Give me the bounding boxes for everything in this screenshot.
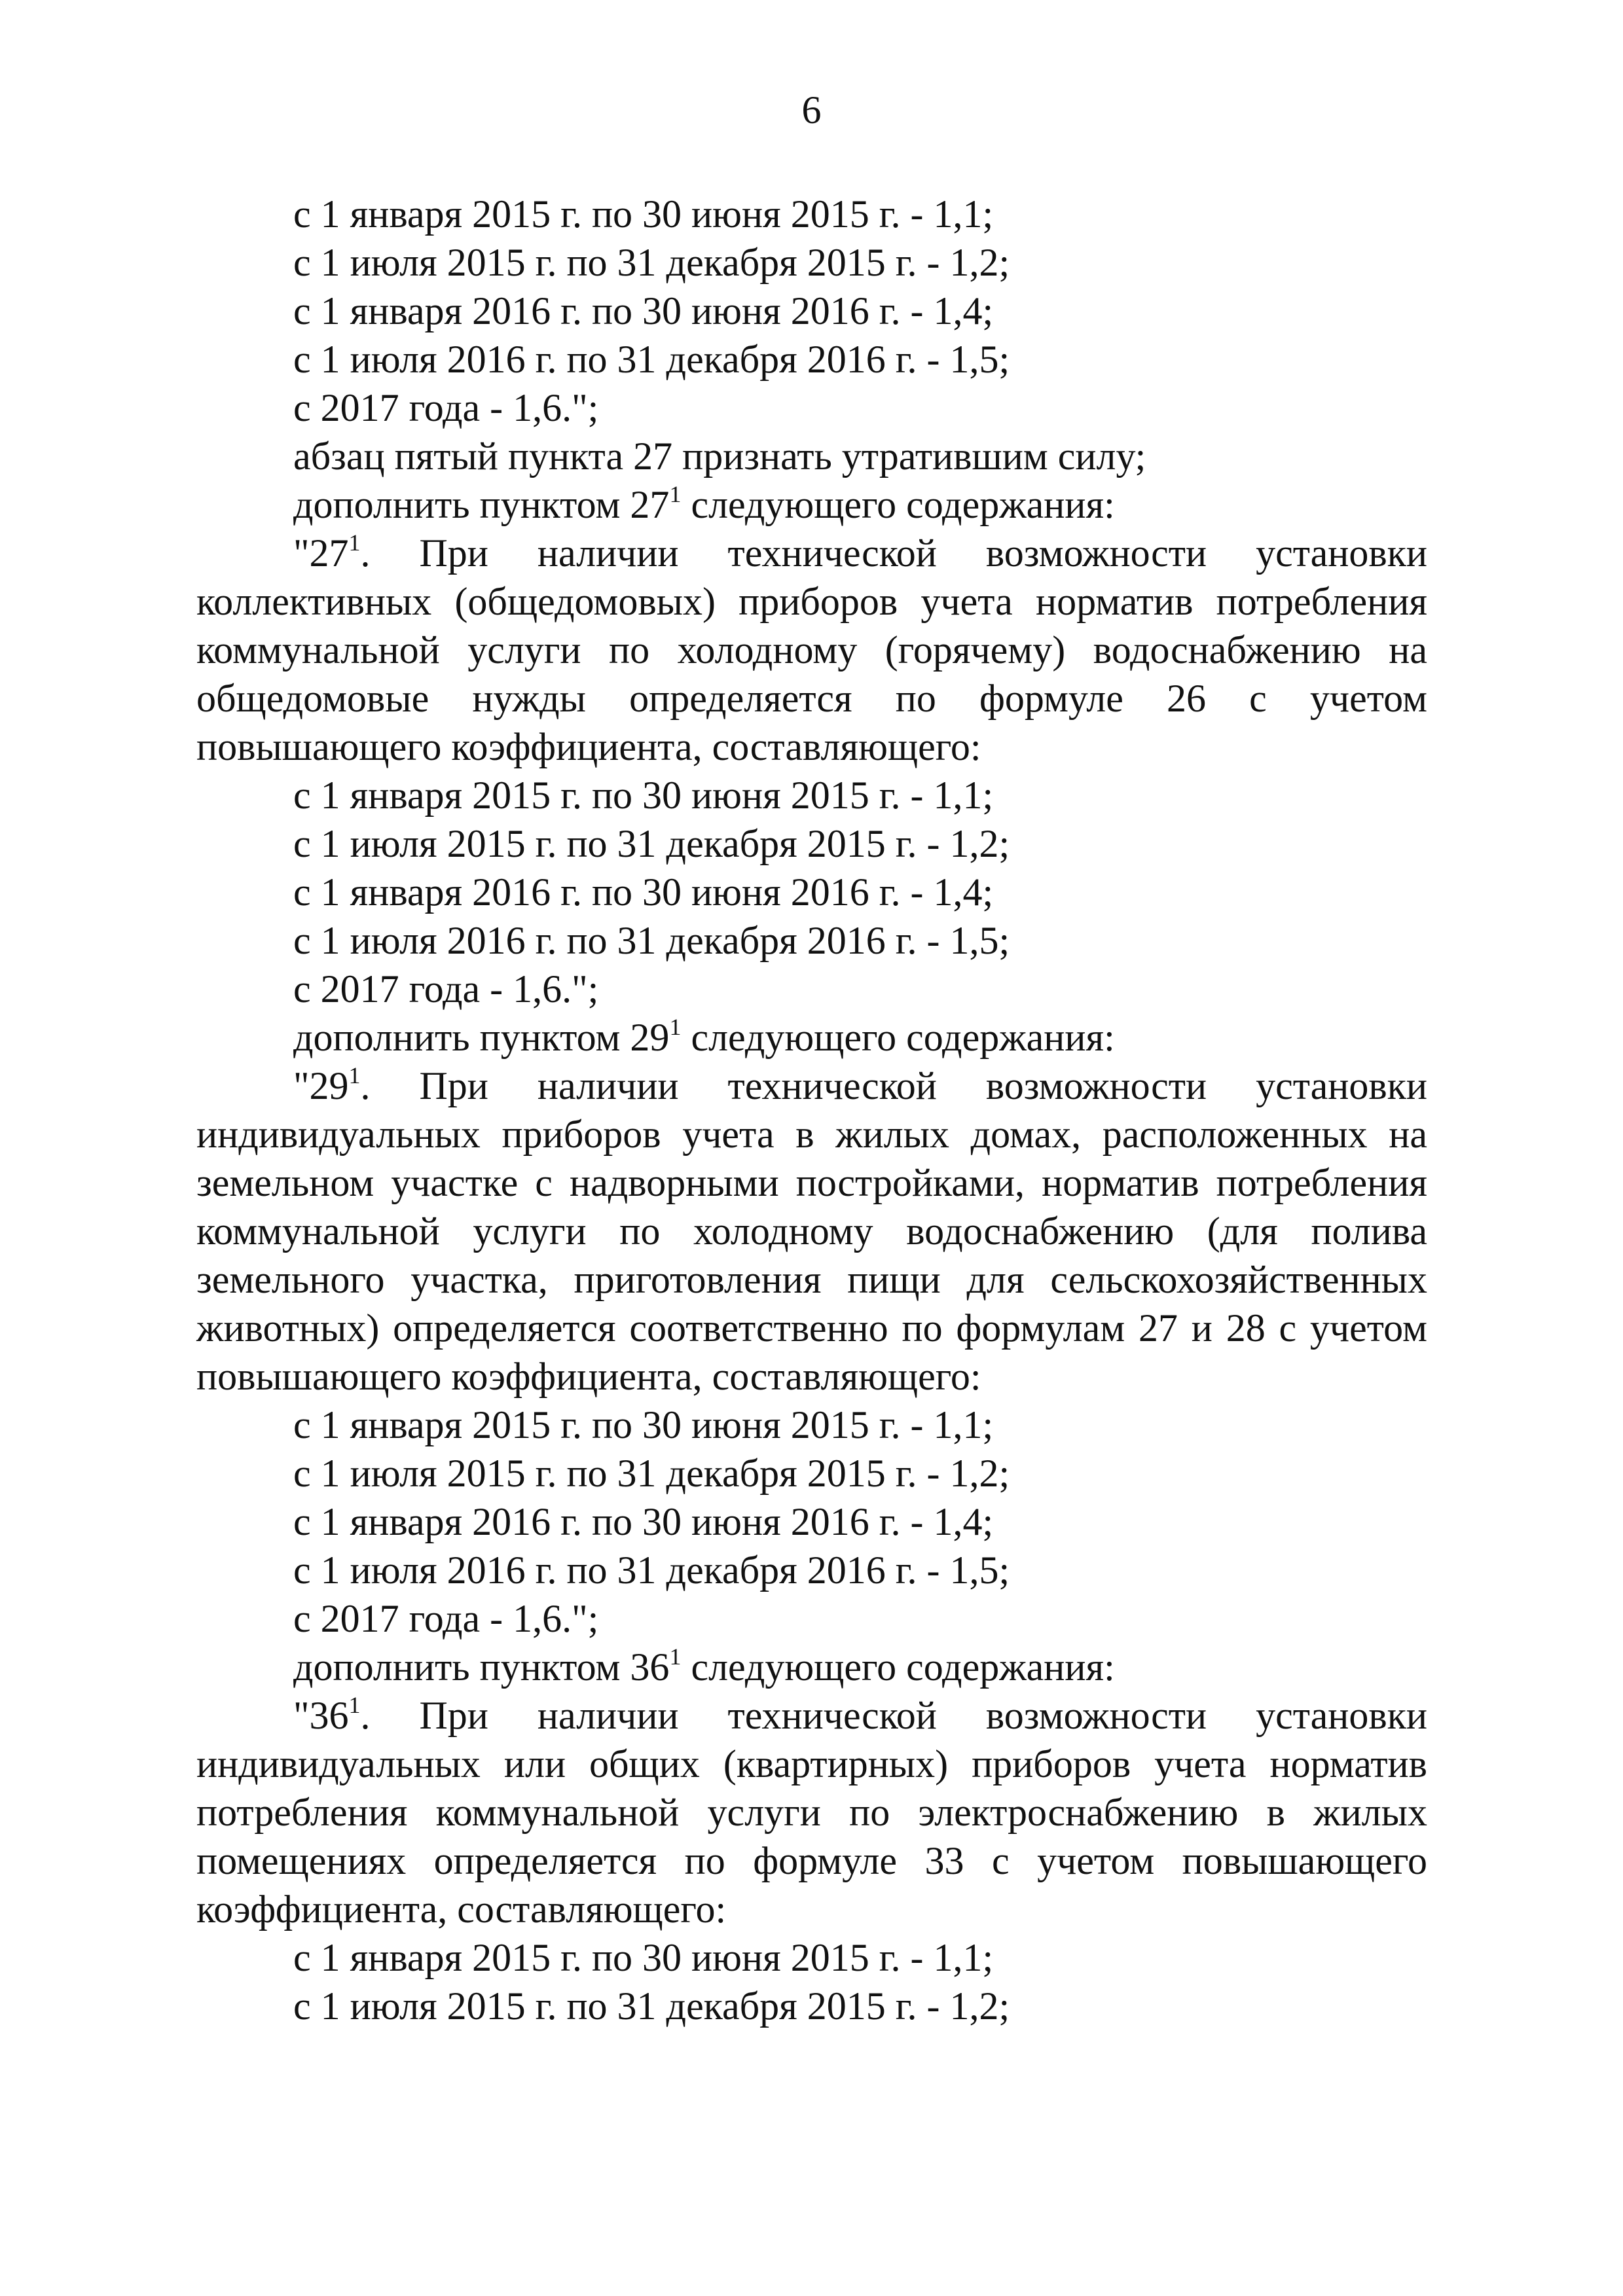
rate-line: с 1 июля 2016 г. по 31 декабря 2016 г. - 1,5; bbox=[293, 338, 1010, 381]
superscript: 1 bbox=[348, 1692, 361, 1718]
add-clause-instruction bbox=[293, 1013, 1115, 1062]
rate-line: с 1 января 2016 г. по 30 июня 2016 г. - 1,4; bbox=[293, 870, 994, 914]
page-number: 6 bbox=[801, 88, 822, 132]
superscript: 1 bbox=[348, 529, 361, 556]
clause-lead: "29 bbox=[293, 1064, 349, 1107]
rate-line: с 2017 года - 1,6."; bbox=[293, 967, 599, 1011]
rate-line: с 1 января 2016 г. по 30 июня 2016 г. - 1,4; bbox=[293, 289, 994, 332]
rate-line: с 2017 года - 1,6."; bbox=[293, 1597, 599, 1640]
add-clause-instruction bbox=[293, 480, 1115, 529]
rate-line: с 1 января 2015 г. по 30 июня 2015 г. - 1,1; bbox=[293, 192, 994, 236]
repeal-instruction: абзац пятый пункта 27 признать утратившим силу; bbox=[293, 435, 1146, 478]
rate-line: с 1 января 2015 г. по 30 июня 2015 г. - 1,1; bbox=[293, 1403, 994, 1446]
add-clause-prefix: дополнить пунктом 29 bbox=[293, 1016, 670, 1059]
clause-text: . При наличии технической возможности установки индивидуальных или общих (квартирных) приборов учета норматив потребления коммунальной услуги по электроснабжению в жилых помещениях определяется по формуле 33 с учетом повышающего коэффициента, составляющего: bbox=[196, 1694, 1427, 1931]
rate-line: с 1 июля 2016 г. по 31 декабря 2016 г. - 1,5; bbox=[293, 919, 1010, 962]
superscript: 1 bbox=[669, 1014, 682, 1040]
superscript: 1 bbox=[669, 481, 682, 507]
rate-line: с 1 июля 2016 г. по 31 декабря 2016 г. - 1,5; bbox=[293, 1549, 1010, 1592]
add-clause-suffix: следующего содержания: bbox=[681, 483, 1115, 526]
clause-text: . При наличии технической возможности установки коллективных (общедомовых) приборов учета норматив потребления коммунальной услуги по холодному (горячему) водоснабжению на общедомовые нужды определяется по формуле 26 с учетом повышающего коэффициента, составляющего: bbox=[196, 531, 1427, 768]
rate-line: с 1 июля 2015 г. по 31 декабря 2015 г. - 1,2; bbox=[293, 1984, 1010, 2028]
rate-line: с 1 января 2015 г. по 30 июня 2015 г. - 1,1; bbox=[293, 1936, 994, 1979]
add-clause-instruction bbox=[293, 1643, 1115, 1691]
clause-lead: "36 bbox=[293, 1694, 349, 1737]
rate-line: с 1 июля 2015 г. по 31 декабря 2015 г. - 1,2; bbox=[293, 241, 1010, 284]
superscript: 1 bbox=[669, 1643, 682, 1670]
rate-line: с 2017 года - 1,6."; bbox=[293, 386, 599, 429]
add-clause-prefix: дополнить пунктом 36 bbox=[293, 1645, 670, 1689]
superscript: 1 bbox=[348, 1062, 361, 1088]
rate-line: с 1 января 2015 г. по 30 июня 2015 г. - 1,1; bbox=[293, 774, 994, 817]
clause-text: . При наличии технической возможности установки индивидуальных приборов учета в жилых домах, расположенных на земельном участке с надворными постройками, норматив потребления коммунальной услуги по холодному водоснабжению (для полива земельного участка, приготовления пищи для сельскохозяйственных животных) определяется соответственно по формулам 27 и 28 с учетом повышающего коэффициента, составляющего: bbox=[196, 1064, 1427, 1398]
rate-line: с 1 июля 2015 г. по 31 декабря 2015 г. - 1,2; bbox=[293, 1452, 1010, 1495]
add-clause-suffix: следующего содержания: bbox=[681, 1645, 1115, 1689]
add-clause-prefix: дополнить пунктом 27 bbox=[293, 483, 670, 526]
clause-29-1-paragraph bbox=[196, 1062, 1427, 1401]
rate-line: с 1 июля 2015 г. по 31 декабря 2015 г. - 1,2; bbox=[293, 822, 1010, 865]
clause-lead: "27 bbox=[293, 531, 349, 575]
add-clause-suffix: следующего содержания: bbox=[681, 1016, 1115, 1059]
clause-36-1-paragraph bbox=[196, 1691, 1427, 1933]
clause-27-1-paragraph bbox=[196, 529, 1427, 771]
rate-line: с 1 января 2016 г. по 30 июня 2016 г. - 1,4; bbox=[293, 1500, 994, 1543]
